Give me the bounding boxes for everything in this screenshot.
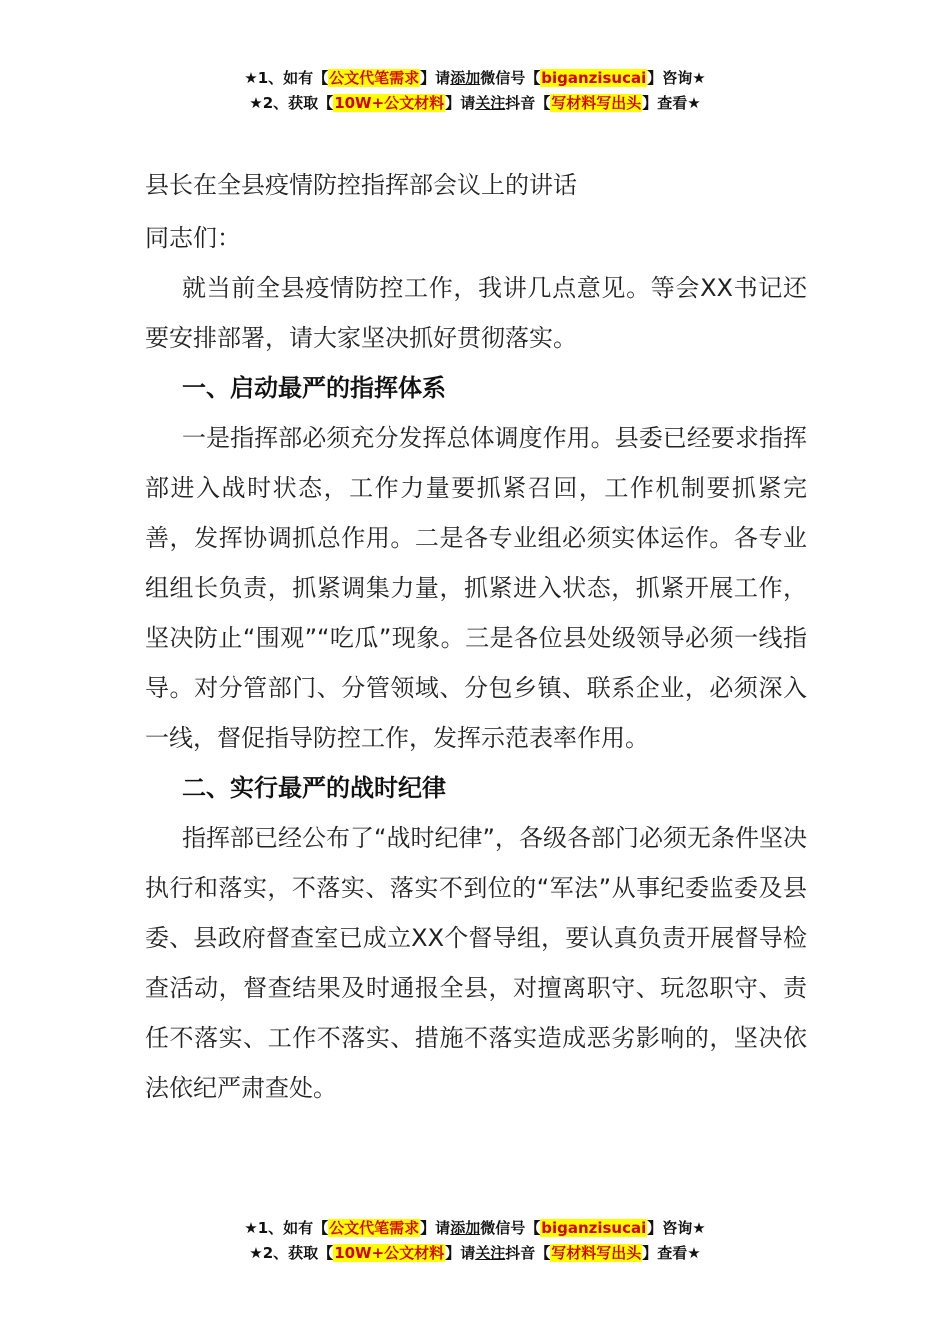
section-2-paragraph: 指挥部已经公布了“战时纪律”，各级各部门必须无条件坚决执行和落实，不落实、落实不到位的“军法”从事纪委监委及县委、县政府督查室已成立XX个督导组，要认真负责开展督导检查活动，督查结果及时通报全县，对擅离职守、玩忽职守、责任不落实、工作不落实、措施不落实造成恶劣影响的，坚决依法依纪严肃查处。 [145, 824, 807, 1102]
banner-text: 】咨询★ [647, 69, 706, 87]
bottom-banner [0, 1216, 950, 1266]
banner-line-2 [0, 1241, 950, 1266]
banner-wechat-id: biganzisucai [541, 1219, 647, 1237]
section-heading-2: 二、实行最严的战时纪律 [182, 774, 446, 802]
banner-text: 】请 [445, 1244, 476, 1262]
salutation: 同志们： [145, 224, 241, 252]
banner-underline: 关注 [475, 1244, 506, 1262]
banner-text: ★2、获取【 [249, 94, 334, 112]
banner-text: 】请 [445, 94, 476, 112]
intro-paragraph: 就当前全县疫情防控工作，我讲几点意见。等会XX书记还要安排部署，请大家坚决抓好贯彻落实。 [145, 274, 807, 352]
document-title: 县长在全县疫情防控指挥部会议上的讲话 [145, 171, 577, 199]
banner-highlight: 公文代笔需求 [329, 69, 420, 87]
banner-line-1 [0, 66, 950, 91]
banner-line-1 [0, 1216, 950, 1241]
banner-douyin-id: 写材料写出头 [551, 94, 642, 112]
top-banner [0, 66, 950, 116]
banner-text: 】咨询★ [647, 1219, 706, 1237]
banner-text: 抖音【 [505, 1244, 551, 1262]
banner-text: ★1、如有【 [244, 69, 329, 87]
document-body [145, 160, 807, 1113]
banner-text: 】请 [420, 1219, 451, 1237]
banner-underline: 添加 [450, 69, 481, 87]
banner-text: ★1、如有【 [244, 1219, 329, 1237]
banner-douyin-id: 写材料写出头 [551, 1244, 642, 1262]
banner-underline: 添加 [450, 1219, 481, 1237]
banner-text: 微信号【 [480, 1219, 541, 1237]
banner-text: 抖音【 [505, 94, 551, 112]
banner-underline: 关注 [475, 94, 506, 112]
banner-text: ★2、获取【 [249, 1244, 334, 1262]
banner-wechat-id: biganzisucai [541, 69, 647, 87]
banner-highlight: 10W+公文材料 [334, 1244, 445, 1262]
banner-highlight: 10W+公文材料 [334, 94, 445, 112]
section-1-paragraph: 一是指挥部必须充分发挥总体调度作用。县委已经要求指挥部进入战时状态，工作力量要抓紧召回，工作机制要抓紧完善，发挥协调抓总作用。二是各专业组必须实体运作。各专业组组长负责，抓紧调集力量，抓紧进入状态，抓紧开展工作，坚决防止“围观”“吃瓜”现象。三是各位县处级领导必须一线指导。对分管部门、分管领域、分包乡镇、联系企业，必须深入一线，督促指导防控工作，发挥示范表率作用。 [145, 424, 807, 752]
banner-text: 】查看★ [642, 94, 701, 112]
banner-text: 】请 [420, 69, 451, 87]
banner-text: 】查看★ [642, 1244, 701, 1262]
banner-highlight: 公文代笔需求 [329, 1219, 420, 1237]
section-heading-1: 一、启动最严的指挥体系 [182, 374, 446, 402]
banner-text: 微信号【 [480, 69, 541, 87]
banner-line-2 [0, 91, 950, 116]
